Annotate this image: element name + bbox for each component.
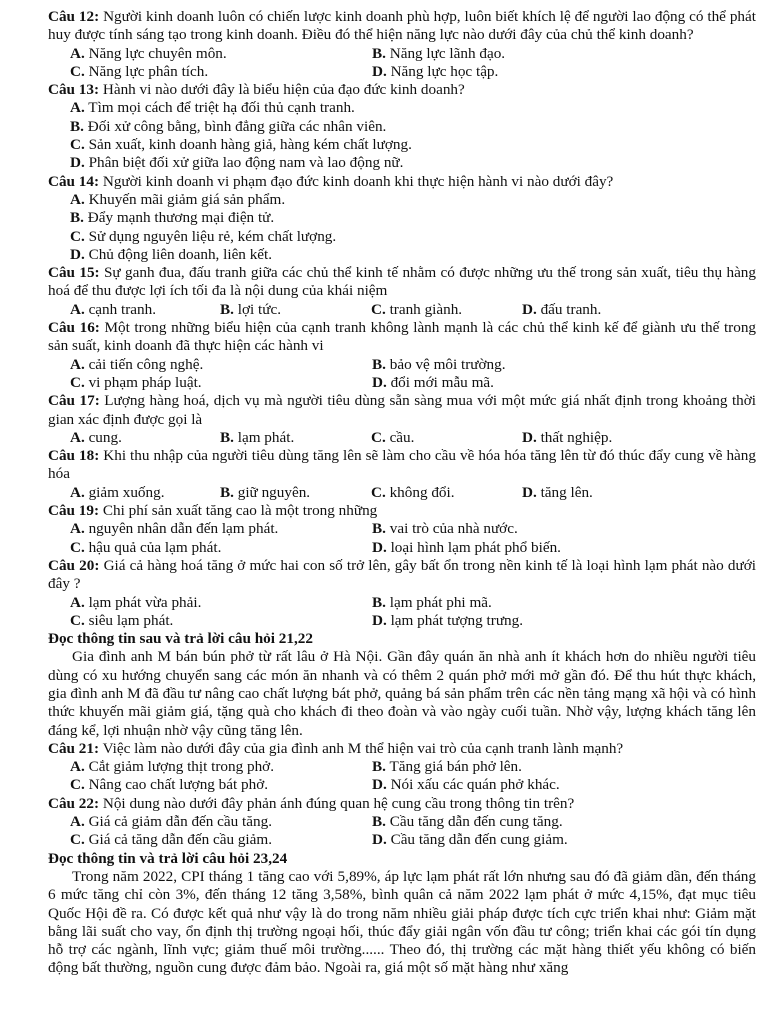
question-text: Người kinh doanh luôn có chiến lược kinh doanh phù hợp, luôn biết khích lệ để người lao động có thể phát huy được tính sáng tạo trong kinh doanh. Điều đó thể hiện năng lực nào dưới đây của chủ thể kinh doanh? <box>48 8 756 44</box>
option-letter: C. <box>70 136 85 154</box>
question-number: Câu 20: <box>48 556 100 574</box>
answer-option <box>371 429 522 447</box>
option-letter: A. <box>70 813 85 831</box>
answer-option <box>70 776 372 794</box>
option-text: lạm phát tượng trưng. <box>390 611 524 629</box>
option-text: Cầu tăng dẫn đến cung giảm. <box>390 831 568 849</box>
answer-option <box>372 539 672 557</box>
answer-options <box>48 45 756 82</box>
option-text: đấu tranh. <box>540 300 602 318</box>
option-text: Năng lực học tập. <box>390 62 499 80</box>
question <box>48 81 756 172</box>
option-letter: B. <box>372 44 386 62</box>
option-text: Đối xử công bằng, bình đẳng giữa các nhân viên. <box>87 117 387 135</box>
reading-passage-2: Trong năm 2022, CPI tháng 1 tăng cao với 5,89%, áp lực lạm phát rất lớn nhưng sau đó đã giảm dần, đến tháng 6 mức tăng chỉ còn 3%, đến tháng 12 tăng 3,58%, bình quân cả năm 2022 lạm phát ở mức 4,15%, đạt mục tiêu Quốc Hội đề ra. Có được kết quả như vậy là do trong năm nhiều giải pháp được tích cực triển khai như: Giảm mặt bằng lãi suất cho vay, ổn định thị trường ngoại hối, thúc đẩy giải ngân vốn đầu tư công; triển khai các gói tín dụng hỗ trợ các ngành, lĩnh vực; giảm thuế môi trường...... Theo đó, thị trường các mặt hàng thiết yếu không có biến động bất thường, nguồn cung được đảm bảo. Ngoài ra, giá một số mặt hàng như xăng <box>48 867 756 977</box>
answer-option <box>70 118 756 136</box>
answer-option <box>70 813 372 831</box>
option-letter: C. <box>70 776 85 794</box>
answer-option <box>70 154 756 172</box>
option-letter: D. <box>522 483 537 501</box>
answer-option <box>372 520 672 538</box>
answer-option <box>70 374 372 392</box>
question-number: Câu 22: <box>48 794 100 812</box>
question-text: Hành vi nào dưới đây là biểu hiện của đạo đức kinh doanh? <box>102 81 465 99</box>
answer-options <box>48 758 756 795</box>
answer-option <box>371 484 522 502</box>
option-text: tranh giành. <box>389 300 463 318</box>
option-letter: A. <box>70 593 85 611</box>
option-text: Cầu tăng dẫn đến cung tăng. <box>389 813 563 831</box>
option-letter: B. <box>372 355 386 373</box>
option-text: Tăng giá bán phở lên. <box>389 758 522 776</box>
reading-heading-1: Đọc thông tin sau và trả lời câu hỏi 21,22 <box>48 630 313 648</box>
option-letter: D. <box>522 428 537 446</box>
option-text: giảm xuống. <box>88 483 165 501</box>
answer-option <box>70 356 372 374</box>
option-text: bảo vệ môi trường. <box>389 355 506 373</box>
question <box>48 264 756 319</box>
answer-option <box>372 758 672 776</box>
exam-page <box>48 8 756 978</box>
option-text: Tìm mọi cách để triệt hạ đối thủ cạnh tranh. <box>88 99 355 117</box>
answer-option <box>522 301 672 319</box>
question <box>48 173 756 264</box>
option-text: Đẩy mạnh thương mại điện tử. <box>87 209 275 227</box>
answer-options <box>48 520 756 557</box>
answer-options <box>48 356 756 393</box>
answer-option <box>70 228 756 246</box>
answer-options <box>48 99 756 172</box>
option-letter: D. <box>372 538 387 556</box>
answer-option <box>70 99 756 117</box>
question-text: Khi thu nhập của người tiêu dùng tăng lên sẽ làm cho cầu về hóa hóa tăng lên từ đó thúc đẩy cung về hàng hóa <box>48 447 756 483</box>
option-text: Sản xuất, kinh doanh hàng giả, hàng kém chất lượng. <box>88 136 412 154</box>
question-stem <box>48 319 756 356</box>
option-text: siêu lạm phát. <box>88 611 174 629</box>
question <box>48 8 756 81</box>
answer-option <box>70 45 372 63</box>
question-number: Câu 12: <box>48 8 100 25</box>
question <box>48 447 756 502</box>
option-letter: A. <box>70 190 85 208</box>
answer-option <box>220 301 371 319</box>
option-letter: A. <box>70 428 85 446</box>
question <box>48 502 756 557</box>
option-text: hậu quả của lạm phát. <box>88 538 222 556</box>
option-letter: D. <box>70 154 85 172</box>
question-block-2 <box>48 740 756 850</box>
question <box>48 392 756 447</box>
option-letter: B. <box>70 117 84 135</box>
question-stem <box>48 447 756 484</box>
option-letter: A. <box>70 44 85 62</box>
answer-option <box>70 758 372 776</box>
option-letter: A. <box>70 758 85 776</box>
option-letter: D. <box>522 300 537 318</box>
answer-options <box>48 301 756 319</box>
question-number: Câu 14: <box>48 172 100 190</box>
answer-option <box>220 484 371 502</box>
answer-option <box>522 429 672 447</box>
option-text: lạm phát vừa phải. <box>88 593 202 611</box>
question-number: Câu 19: <box>48 502 100 520</box>
option-letter: B. <box>372 758 386 776</box>
answer-option <box>372 356 672 374</box>
question-number: Câu 13: <box>48 81 100 99</box>
answer-option <box>70 429 220 447</box>
option-text: Giá cả tăng dẫn đến cầu giảm. <box>88 831 272 849</box>
question-stem <box>48 392 756 429</box>
answer-option <box>372 813 672 831</box>
option-letter: B. <box>220 483 234 501</box>
option-text: lạm phát phi mã. <box>389 593 492 611</box>
question-text: Người kinh doanh vi phạm đạo đức kinh doanh khi thực hiện hành vi nào dưới đây? <box>102 172 614 190</box>
question-number: Câu 18: <box>48 447 100 465</box>
option-letter: C. <box>70 227 85 245</box>
option-letter: B. <box>372 813 386 831</box>
option-text: Nói xấu các quán phở khác. <box>390 776 560 794</box>
option-text: thất nghiệp. <box>540 428 613 446</box>
answer-option <box>522 484 672 502</box>
option-text: tăng lên. <box>540 483 593 501</box>
option-letter: C. <box>70 373 85 391</box>
answer-option <box>70 191 756 209</box>
option-letter: C. <box>371 428 386 446</box>
option-text: vi phạm pháp luật. <box>88 373 202 391</box>
option-letter: D. <box>372 611 387 629</box>
question-text: Giá cả hàng hoá tăng ở mức hai con số trở lên, gây bất ổn trong nền kinh tế là loại hình lạm phát nào dưới đây ? <box>48 556 756 593</box>
option-text: Năng lực phân tích. <box>88 62 209 80</box>
answer-option <box>372 612 672 630</box>
option-text: cung. <box>88 428 122 446</box>
answer-option <box>70 246 756 264</box>
option-text: Chủ động liên doanh, liên kết. <box>88 245 273 263</box>
answer-options <box>48 813 756 850</box>
answer-options <box>48 484 756 502</box>
answer-option <box>372 63 672 81</box>
option-text: Năng lực chuyên môn. <box>88 44 227 62</box>
question-stem <box>48 502 756 520</box>
question-text: Nội dung nào dưới đây phản ánh đúng quan hệ cung cầu trong thông tin trên? <box>102 794 575 812</box>
option-text: Sử dụng nguyên liệu rẻ, kém chất lượng. <box>88 227 337 245</box>
answer-option <box>372 776 672 794</box>
question-number: Câu 21: <box>48 739 100 757</box>
option-letter: B. <box>70 209 84 227</box>
question-block-1 <box>48 8 756 630</box>
option-letter: C. <box>70 611 85 629</box>
question-text: Sự ganh đua, đấu tranh giữa các chủ thể kinh tế nhằm có được những ưu thế trong sản xuất, tiêu thụ hàng hoá để thu được lợi ích tối đa là nội dung của khái niệm <box>48 264 756 300</box>
question-text: Lượng hàng hoá, dịch vụ mà người tiêu dùng sẵn sàng mua với một mức giá nhất định trong khoảng thời gian xác định được gọi là <box>48 392 757 428</box>
question <box>48 795 756 850</box>
answer-options <box>48 429 756 447</box>
question <box>48 557 756 630</box>
option-letter: A. <box>70 483 85 501</box>
option-letter: D. <box>372 62 387 80</box>
question-stem <box>48 557 756 594</box>
question <box>48 740 756 795</box>
option-text: loại hình lạm phát phổ biến. <box>390 538 561 556</box>
option-letter: D. <box>372 373 387 391</box>
answer-option <box>70 63 372 81</box>
answer-option <box>372 831 672 849</box>
question-number: Câu 16: <box>48 319 100 337</box>
option-text: nguyên nhân dẫn đến lạm phát. <box>88 520 279 538</box>
answer-option <box>70 594 372 612</box>
option-letter: C. <box>70 62 85 80</box>
answer-option <box>372 374 672 392</box>
option-text: Nâng cao chất lượng bát phở. <box>88 776 269 794</box>
option-text: Khuyến mãi giảm giá sản phẩm. <box>88 190 286 208</box>
answer-option <box>70 520 372 538</box>
option-letter: B. <box>372 593 386 611</box>
reading-heading-2: Đọc thông tin và trả lời câu hỏi 23,24 <box>48 849 288 867</box>
option-text: giữ nguyên. <box>237 483 311 501</box>
option-letter: C. <box>371 483 386 501</box>
option-letter: B. <box>220 300 234 318</box>
option-text: không đổi. <box>389 483 455 501</box>
option-text: Phân biệt đối xử giữa lao động nam và lao động nữ. <box>88 154 404 172</box>
question-stem <box>48 81 756 99</box>
question-stem <box>48 173 756 191</box>
answer-option <box>70 301 220 319</box>
option-letter: B. <box>220 428 234 446</box>
option-text: cải tiến công nghệ. <box>88 355 204 373</box>
option-letter: C. <box>70 831 85 849</box>
question-number: Câu 15: <box>48 264 100 282</box>
option-letter: A. <box>70 520 85 538</box>
option-letter: D. <box>70 245 85 263</box>
answer-option <box>372 594 672 612</box>
question-stem <box>48 264 756 301</box>
answer-option <box>372 45 672 63</box>
answer-option <box>70 612 372 630</box>
answer-option <box>220 429 371 447</box>
option-letter: D. <box>372 776 387 794</box>
answer-option <box>70 539 372 557</box>
question-stem <box>48 740 756 758</box>
option-text: lạm phát. <box>237 428 295 446</box>
answer-option <box>70 831 372 849</box>
option-text: cầu. <box>389 428 415 446</box>
option-text: Giá cả giảm dẫn đến cầu tăng. <box>88 813 272 831</box>
option-letter: B. <box>372 520 386 538</box>
option-text: đổi mới mẫu mã. <box>390 373 494 391</box>
question <box>48 319 756 392</box>
answer-options <box>48 594 756 631</box>
option-text: Cắt giảm lượng thịt trong phở. <box>88 758 275 776</box>
reading-passage-1: Gia đình anh M bán bún phở từ rất lâu ở Hà Nội. Gần đây quán ăn nhà anh ít khách hơn do nhiều người tiêu dùng có xu hướng chuyển sang các món ăn nhanh và có thêm 2 quán phở mới mở gần đó. Để thu hút thực khách, gia đình anh M đã đầu tư nâng cao chất lượng bát phở, quảng bá sản phẩm trên các nền tảng mạng xã hội và có hình thức khuyến mãi giảm giá, tặng quà cho khách đi theo đoàn và vào ngày cuối tuần. Nhờ vậy, lượng khách tăng lên đáng kể, lợi nhuận nhờ vậy cũng tăng lên. <box>48 648 756 739</box>
option-letter: A. <box>70 355 85 373</box>
answer-option <box>70 484 220 502</box>
answer-option <box>70 136 756 154</box>
option-letter: D. <box>372 831 387 849</box>
question-text: Việc làm nào dưới đây của gia đình anh M thể hiện vai trò của cạnh tranh lành mạnh? <box>102 739 624 757</box>
answer-options <box>48 191 756 264</box>
option-text: cạnh tranh. <box>88 300 157 318</box>
question-stem <box>48 8 756 45</box>
question-text: Một trong những biểu hiện của cạnh tranh không lành mạnh là các chủ thể kinh kế để giành ưu thế trong sản suất, kinh doanh đã thực hiện các hành vi <box>48 319 757 355</box>
answer-option <box>70 209 756 227</box>
option-letter: C. <box>70 538 85 556</box>
option-letter: A. <box>70 300 85 318</box>
option-letter: C. <box>371 300 386 318</box>
option-text: Năng lực lãnh đạo. <box>389 44 506 62</box>
question-number: Câu 17: <box>48 392 100 410</box>
option-text: vai trò của nhà nước. <box>389 520 518 538</box>
option-text: lợi tức. <box>237 300 281 318</box>
answer-option <box>371 301 522 319</box>
question-text: Chi phí sản xuất tăng cao là một trong những <box>102 502 378 520</box>
question-stem <box>48 795 756 813</box>
option-letter: A. <box>70 99 85 117</box>
